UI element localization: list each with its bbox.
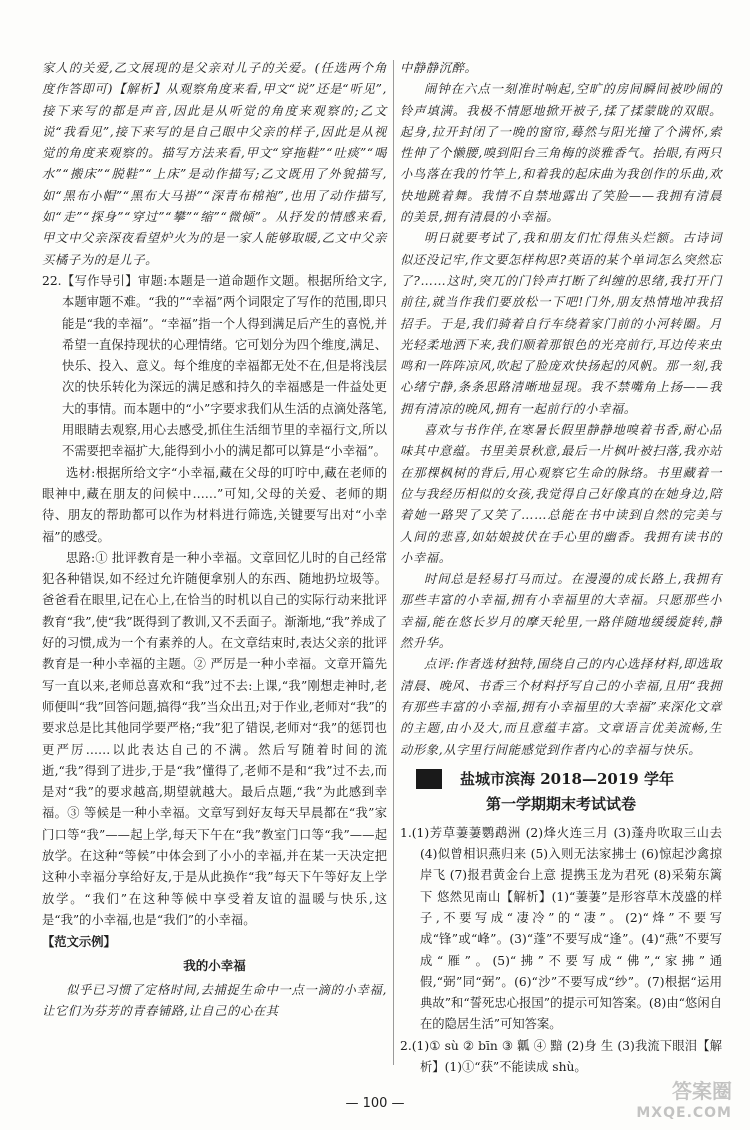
- watermark-url: MXQE.COM: [636, 1105, 732, 1121]
- right-column: [400, 58, 722, 1078]
- exam-title: 盐城市滨海 2018—2019 学年: [460, 769, 674, 788]
- column-divider: [393, 60, 394, 1065]
- essay-paragraph: 喜欢与书作伴,在寒暑长假里静静地嗅着书香,耐心品味其中意蕴。书里美景秋意,最后一片枫叶被扫落,我亦站在那棵枫树的背后,用心观察它生命的脉络。书里藏着一位与我经历相似的女孩,我觉得自己好像真的在她身边,陪着她一路哭了又笑了……总能在书中读到自然的完美与人间的悲喜,如姑娘披伏在手心里的幽香。我拥有读书的小幸福。: [400, 423, 722, 565]
- question-2-answer: 2.(1)① sù ② bīn ③ 瓤 ④ 黯 (2)身 生 (3)我流下眼泪【解析】(1)①“获”不能读成 shù。: [400, 1038, 722, 1075]
- exam-heading: [400, 767, 722, 791]
- left-column: [42, 58, 387, 1022]
- page-number: — 100 —: [345, 1096, 405, 1111]
- essay-comment: 点评:作者选材独特,围绕自己的内心选择材料,即选取清晨、晚风、书香三个材料抒写自己的小幸福,且用“我拥有那些丰富的小幸福,拥有小幸福里的大幸福”来深化文章的主题,由小及大,而且意蕴丰富。文章语言优美流畅,生动形象,从字里行间能感觉到作者内心的幸福与快乐。: [400, 657, 722, 757]
- exam-subtitle: 第一学期期末考试试卷: [485, 794, 636, 813]
- essay-paragraph: 时间总是轻易打马而过。在漫漫的成长路上,我拥有那些丰富的小幸福,拥有小幸福里的大幸福。只愿那些小幸福,能在悠长岁月的摩天轮里,一路伴随地缓缓旋转,静然升华。: [400, 572, 722, 651]
- essay-paragraph: 似乎已习惯了定格时间,去捕捉生命中一点一滴的小幸福,让它们为芬芳的青春铺路,让自己的心在其: [42, 982, 387, 1019]
- essay-paragraph: 闹钟在六点一刻准时响起,空旷的房间瞬间被吵闹的铃声填满。我极不情愿地掀开被子,揉了揉蒙眬的双眼。起身,拉开封闭了一晚的窗帘,蓦然与阳光撞了个满怀,索性伸了个懒腰,嗅到阳台三角梅的淡雅香气。抬眼,有两只小鸟落在我的竹竿上,和着我的起床曲为我创作的乐曲,欢快地跳着舞。我情不自禁地露出了笑脸——我拥有清晨的美景,拥有清晨的小幸福。: [400, 82, 722, 225]
- answer-paragraph: 家人的关爱,乙文展现的是父亲对儿子的关爱。(任选两个角度作答即可)【解析】从观察角度来看,甲文“说”还是“听见”,接下来写的都是声音,因此是从听觉的角度来观察的;乙文说“我看见”,接下来写的是自己眼中父亲的样子,因此是从视觉的角度来观察的。描写方法来看,甲文“穿拖鞋”“吐痰”“喝水”“搬床”“脱鞋”“上床”是动作描写;乙文既用了外貌描写,如“黑布小帽”“黑布大马褂”“深青布棉袍”,也用了动作描写,如“走”“探身”“穿过”“攀”“缩”“微倾”。从抒发的情感来看,甲文中父亲深夜看望炉火为的是一家人能够取暖,乙文中父亲买橘子为的是儿子。: [42, 61, 387, 267]
- writing-idea: 思路:① 批评教育是一种小幸福。文章回忆儿时的自己经常犯各种错误,如不经过允许随便拿别人的东西、随地扔垃圾等。爸爸看在眼里,记在心上,在恰当的时机以自己的实际行动来批评教育“我”,使“我”既得到了教训,又不丢面子。渐渐地,“我”养成了好的习惯,成为一个有素养的人。在文章结束时,表达父亲的批评教育是一种小幸福的主题。② 严厉是一种小幸福。文章开篇先写一直以来,老师总喜欢和“我”过不去:上课,“我”刚想走神时,老师便叫“我”回答问题,搞得“我”当众出丑;对于作业,老师对“我”的要求总是比其他同学要严格;“我”犯了错误,老师对“我”的惩罚也更严厉……以此表达自己的不满。然后写随着时间的流逝,“我”得到了进步,于是“我”懂得了,老师不是和“我”过不去,而是对“我”的要求越高,期望就越大。最后点题,“我”为此感到幸福。③ 等候是一种小幸福。文章写到好友每天早晨都在“我”家门口等“我”——起上学,每天下午在“我”教室门口等“我”——起放学。在这种“等候”中体会到了小小的幸福,并在某一天决定把这种小幸福分享给好友,于是从此换作“我”每天下午等好友上学放学。“我们”在这种等候中享受着友谊的温暖与快乐,这是“我”的小幸福,也是“我们”的小幸福。: [42, 550, 387, 927]
- section-marker-icon: [416, 769, 442, 789]
- essay-paragraph: 中静静沉醉。: [400, 61, 478, 75]
- watermark-text: 答案圈: [672, 1079, 732, 1103]
- material-selection: 选材:根据所给文字“小幸福,藏在父母的叮咛中,藏在老师的眼神中,藏在朋友的问候中……”可知,父母的关爱、老师的期待、朋友的帮助都可以作为材料进行筛选,关键要写出对“小幸福”的感受。: [42, 465, 387, 544]
- question-22-guide: 22.【写作导引】审题:本题是一道命题作文题。根据所给文字,本题审题不难。“我的”“幸福”两个词限定了写作的范围,即只能是“我的幸福”。“幸福”指一个人得到满足后产生的喜悦,并希望一直保持现状的心理情绪。它可划分为四个维度,满足、快乐、投入、意义。每个维度的幸福都无处不在,但是将浅层次的快乐转化为深远的满足感和持久的幸福感是一件益处更大的事情。而本题中的“小”字要求我们从生活的点滴处落笔,用眼睛去观察,用心去感受,抓住生活细节里的幸福行文,所以不需要把幸福扩大,能得到小小的满足都可以算是“小幸福”。: [42, 273, 387, 459]
- question-1-answer: 1.(1)芳草萋萋鹦鹉洲 (2)烽火连三月 (3)蓬舟吹取三山去 (4)似曾相识燕归来 (5)入则无法家拂士 (6)惊起沙禽掠岸飞 (7)报君黄金台上意 提携玉龙为君死 (8)采菊东篱下 悠然见南山【解析】(1)“萋萋”是形容草木茂盛的样子,不要写成“凄冷”的“凄”。(2)“烽”不要写成“锋”或“峰”。(3)“蓬”不要写成“逢”。(4)“燕”不要写成“雁”。(5)“拂”不要写成“佛”,“家拂”通假,“弼”同“弼”。(6)“沙”不要写成“纱”。(7)根据“运用典故”和“誓死忠心报国”的提示可知答案。(8)由“悠闲自在的隐居生活”可知答案。: [400, 825, 722, 1032]
- watermark-logo: [632, 1080, 732, 1124]
- essay-title: 我的小幸福: [183, 958, 246, 974]
- essay-paragraph: 明日就要考试了,我和朋友们忙得焦头烂额。古诗词似还没记牢,作文要怎样构思?英语的某个单词怎么突然忘了?……这时,突兀的门铃声打断了纠缠的思绪,我打开门前往,就当作我们要放松一下吧!门外,朋友热情地冲我招招手。于是,我们骑着自行车绕着家门前的小河转圈。月光轻柔地洒下来,我们顺着那银色的光亮前行,耳边传来虫鸣和一阵阵凉风,吹起了脸庞欢快扬起的风帆。那一刻,我心绪宁静,条条思路清晰地显现。我不禁嘴角上扬——我拥有清凉的晚风,拥有一起前行的小幸福。: [400, 231, 722, 416]
- sample-essay-label: 【范文示例】: [42, 934, 116, 950]
